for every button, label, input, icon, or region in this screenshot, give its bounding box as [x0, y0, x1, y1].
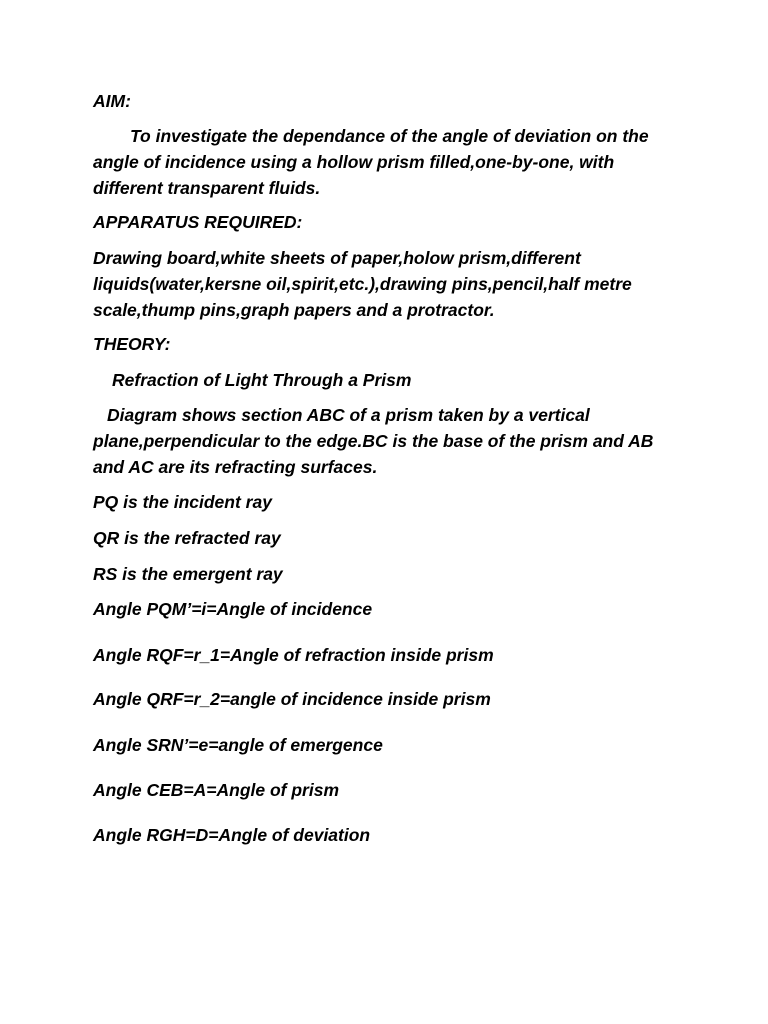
angle-line: Angle RQF=r_1=Angle of refraction inside prism	[93, 645, 494, 665]
apparatus-heading: APPARATUS REQUIRED:	[93, 212, 303, 232]
theory-text: Diagram shows section ABC of a prism taken by a vertical plane,perpendicular to the edge.BC is the base of the prism and AB and AC are its refracting surfaces.	[93, 405, 654, 477]
ray-line: RS is the emergent ray	[93, 564, 283, 584]
theory-heading: THEORY:	[93, 334, 171, 354]
ray-line: QR is the refracted ray	[93, 528, 281, 548]
apparatus-text: Drawing board,white sheets of paper,holow prism,different liquids(water,kersne oil,spirit,etc.),drawing pins,pencil,half metre scale,thump pins,graph papers and a protractor.	[93, 248, 632, 320]
aim-heading: AIM:	[93, 91, 131, 111]
ray-line: PQ is the incident ray	[93, 492, 272, 512]
angle-line: Angle PQM’=i=Angle of incidence	[93, 599, 373, 619]
angle-line: Angle CEB=A=Angle of prism	[93, 780, 340, 800]
aim-text: To investigate the dependance of the angle of deviation on the angle of incidence using a hollow prism filled,one-by-one, with different transparent fluids.	[93, 126, 649, 198]
angle-line: Angle RGH=D=Angle of deviation	[93, 825, 371, 845]
angle-line: Angle SRN’=e=angle of emergence	[93, 735, 383, 755]
angle-line: Angle QRF=r_2=angle of incidence inside prism	[93, 689, 491, 709]
theory-subheading: Refraction of Light Through a Prism	[112, 370, 412, 390]
